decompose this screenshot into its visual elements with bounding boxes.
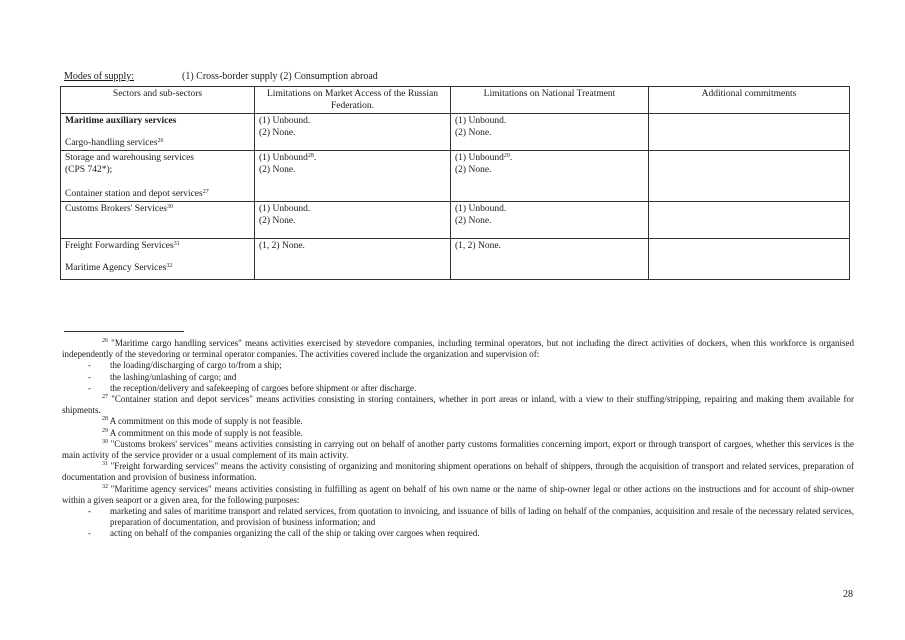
sector-title: Freight Forwarding Services: [65, 241, 174, 251]
list-item: - acting on behalf of the companies organizing the call of the ship or taking over cargoes when required.: [88, 528, 480, 539]
footnote-27: $^{27}$ "Container station and depot services" means activities consisting in storing containers, whether in port areas or inland, with a view to their stuffing/stripping, repairing and making them available for shipments.: [62, 394, 854, 416]
schedule-table: [60, 86, 850, 280]
page-number: 28: [843, 589, 853, 600]
footnote-ref: 26: [157, 138, 164, 144]
footnote-31: $^{31}$ "Freight forwarding services" means the activity consisting of organizing and monitoring shipment operations on behalf of shippers, through the acquisition of transport and related services, preparation of documentation and provision of business information.: [62, 461, 855, 483]
footnote-28: $^{28}$ A commitment on this mode of supply is not feasible.: [102, 416, 303, 427]
sector-cell: [61, 239, 255, 280]
footnotes: [62, 338, 854, 540]
header-sectors: Sectors and sub-sectors: [61, 87, 255, 114]
table-row: [61, 202, 850, 239]
sector-cell: [61, 202, 255, 239]
table-row: [61, 114, 850, 151]
ma-line: (2) None.: [259, 165, 296, 175]
nt-line: (1) Unbound.: [455, 116, 507, 126]
national-treatment-cell: [451, 114, 649, 151]
header-national-treatment: Limitations on National Treatment: [451, 87, 649, 114]
list-item: - the reception/delivery and safekeeping of cargoes before shipment or after discharge.: [88, 382, 417, 393]
market-access-cell: [255, 239, 451, 280]
table-row: [61, 151, 850, 202]
footnote-30: $^{30}$ "Customs brokers' services" means activities consisting in carrying out on behalf of another party customs formalities concerning import, export or through transport of cargoes, whether this services is the main activity of the service provider or a usual complement of its main activity.: [62, 438, 855, 461]
sector-cell: [61, 151, 255, 202]
sector-cell: [61, 114, 255, 151]
ma-line: (2) None.: [259, 128, 296, 138]
modes-text: (1) Cross-border supply (2) Consumption abroad: [182, 71, 378, 82]
modes-of-supply: [64, 71, 378, 82]
modes-label: Modes of supply:: [64, 71, 134, 82]
nt-line: (1) Unbound.: [455, 204, 507, 214]
table-row: [61, 239, 850, 280]
market-access-cell: [255, 202, 451, 239]
national-treatment-cell: (1) Unbound$^{29}$. (2) None.: [451, 151, 649, 202]
ma-line: (1) Unbound.: [259, 116, 311, 126]
sector-sub: Container station and depot services: [65, 189, 203, 199]
market-access-cell: [255, 114, 451, 151]
header-market-access: Limitations on Market Access of the Russian Federation.: [255, 87, 451, 114]
sector-title: Storage and warehousing services: [65, 153, 195, 163]
additional-cell: [649, 114, 850, 151]
sector-sub: Maritime Agency Services: [65, 263, 167, 273]
market-access-cell: (1) Unbound$^{28}$. (2) None.: [255, 151, 451, 202]
national-treatment-cell: [451, 239, 649, 280]
list-item: - the lashing/unlashing of cargo; and: [88, 371, 237, 382]
nt-line: (2) None.: [455, 216, 492, 226]
additional-cell: [649, 202, 850, 239]
footnote-26: $^{26}$ "Maritime cargo handling services" means activities exercised by stevedore companies, including terminal operators, but not including the direct activities of dockers, when this workforce is organised independently of the stevedoring or terminal operator companies. The activities covered include the organization and supervision of:: [62, 338, 854, 360]
sector-cpc: (CPS 742*);: [65, 165, 113, 175]
header-additional: Additional commitments: [649, 87, 850, 114]
nt-line: (2) None.: [455, 165, 492, 175]
table-header-row: [61, 87, 850, 114]
list-item: - the loading/discharging of cargo to/from a ship;: [88, 360, 282, 371]
additional-cell: [649, 239, 850, 280]
additional-cell: [649, 151, 850, 202]
footnote-ref: 27: [202, 189, 209, 195]
ma-line: (2) None.: [259, 216, 296, 226]
sector-title: Customs Brokers' Services: [65, 204, 167, 214]
sector-title: Maritime auxiliary services: [65, 116, 177, 126]
footnote-29: $^{29}$ A commitment on this mode of supply is not feasible.: [102, 427, 303, 438]
national-treatment-cell: [451, 202, 649, 239]
footnote-ref: 30: [166, 204, 173, 210]
footnote-ref: 29: [503, 153, 510, 159]
nt-line: (2) None.: [455, 128, 492, 138]
nt-line: (1, 2) None.: [455, 241, 501, 251]
ma-line: (1, 2) None.: [259, 241, 305, 251]
list-item: - marketing and sales of maritime transport and related services, from quotation to invoicing, and issuance of bills of lading on behalf of the companies, acquisition and resale of the necessary related services, preparation of documentation, and provision of business information; and: [88, 506, 854, 528]
footnote-ref: 28: [307, 153, 314, 159]
sector-sub: Cargo-handling services: [65, 138, 158, 148]
footnote-ref: 32: [166, 263, 173, 269]
ma-line: (1) Unbound: [259, 153, 308, 163]
footnote-ref: 31: [173, 241, 180, 247]
footnote-32: $^{32}$ "Maritime agency services" means activities consisting in fulfilling as agent on behalf of his own name or the name of ship-owner legal or other actions on the instructions and for account of ship-owner within a given seaport or a given area, for the following purposes:: [62, 483, 855, 505]
ma-line: (1) Unbound.: [259, 204, 311, 214]
nt-line: (1) Unbound: [455, 153, 504, 163]
footnote-divider: [64, 331, 184, 332]
